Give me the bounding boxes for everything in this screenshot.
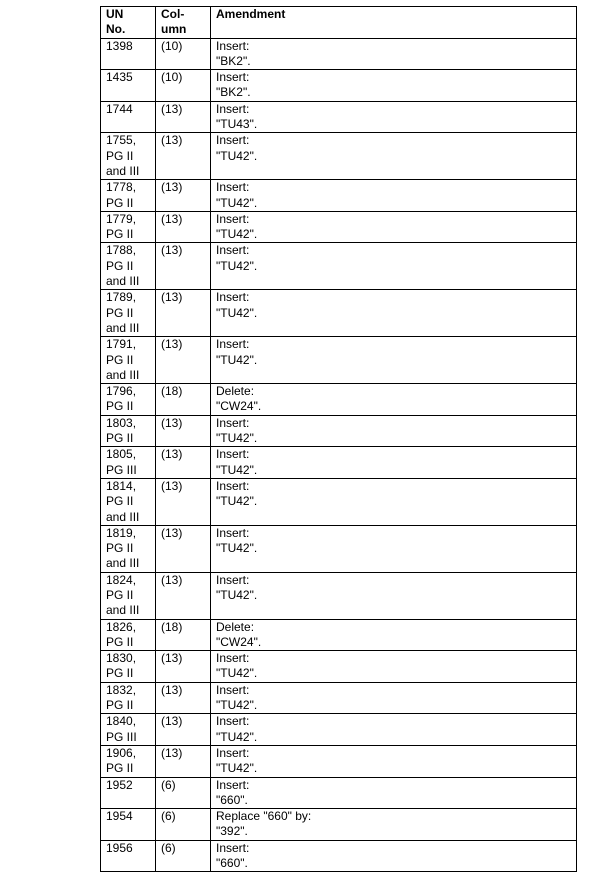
cell-un-no: 1952 [101, 777, 156, 809]
table-header-row [101, 7, 577, 39]
cell-un-no: 1830, PG II [101, 651, 156, 683]
cell-column: (6) [156, 809, 211, 841]
cell-column: (13) [156, 180, 211, 212]
table-row [101, 243, 577, 290]
cell-un-no: 1824, PG II and III [101, 572, 156, 619]
cell-un-no: 1840, PG III [101, 714, 156, 746]
cell-un-no: 1744 [101, 101, 156, 133]
cell-column: (10) [156, 70, 211, 102]
amendment-table [100, 6, 577, 872]
cell-amendment: Insert: "TU42". [211, 572, 577, 619]
cell-amendment: Insert: "TU42". [211, 478, 577, 525]
cell-column: (13) [156, 525, 211, 572]
cell-column: (13) [156, 682, 211, 714]
cell-un-no: 1398 [101, 38, 156, 70]
table-row [101, 415, 577, 447]
table-row [101, 290, 577, 337]
cell-column: (6) [156, 840, 211, 872]
table-body [101, 38, 577, 872]
table-row [101, 478, 577, 525]
cell-un-no: 1435 [101, 70, 156, 102]
cell-amendment: Replace "660" by: "392". [211, 809, 577, 841]
table-row [101, 211, 577, 243]
table-row [101, 101, 577, 133]
cell-amendment: Delete: "CW24". [211, 619, 577, 651]
cell-column: (13) [156, 415, 211, 447]
cell-column: (13) [156, 101, 211, 133]
cell-amendment: Insert: "TU43". [211, 101, 577, 133]
cell-column: (13) [156, 447, 211, 479]
cell-column: (13) [156, 290, 211, 337]
cell-un-no: 1819, PG II and III [101, 525, 156, 572]
table-row [101, 619, 577, 651]
cell-amendment: Insert: "TU42". [211, 682, 577, 714]
cell-column: (13) [156, 714, 211, 746]
cell-amendment: Insert: "TU42". [211, 651, 577, 683]
cell-amendment: Delete: "CW24". [211, 384, 577, 416]
table-row [101, 840, 577, 872]
header-un-no: UN No. [101, 7, 156, 39]
cell-column: (13) [156, 211, 211, 243]
cell-column: (13) [156, 745, 211, 777]
cell-column: (18) [156, 619, 211, 651]
table-row [101, 777, 577, 809]
cell-un-no: 1906, PG II [101, 745, 156, 777]
cell-amendment: Insert: "TU42". [211, 290, 577, 337]
table-row [101, 572, 577, 619]
cell-column: (13) [156, 337, 211, 384]
cell-amendment: Insert: "TU42". [211, 525, 577, 572]
table-row [101, 133, 577, 180]
cell-amendment: Insert: "TU42". [211, 714, 577, 746]
cell-amendment: Insert: "660". [211, 777, 577, 809]
table-row [101, 682, 577, 714]
cell-un-no: 1788, PG II and III [101, 243, 156, 290]
table-row [101, 809, 577, 841]
cell-column: (10) [156, 38, 211, 70]
cell-amendment: Insert: "TU42". [211, 211, 577, 243]
cell-amendment: Insert: "TU42". [211, 337, 577, 384]
cell-amendment: Insert: "TU42". [211, 133, 577, 180]
cell-un-no: 1796, PG II [101, 384, 156, 416]
table-row [101, 447, 577, 479]
header-amendment: Amendment [211, 7, 577, 39]
cell-amendment: Insert: "BK2". [211, 38, 577, 70]
cell-un-no: 1954 [101, 809, 156, 841]
cell-column: (13) [156, 572, 211, 619]
cell-column: (13) [156, 243, 211, 290]
cell-amendment: Insert: "TU42". [211, 415, 577, 447]
cell-amendment: Insert: "BK2". [211, 70, 577, 102]
cell-column: (13) [156, 133, 211, 180]
cell-amendment: Insert: "TU42". [211, 745, 577, 777]
cell-column: (13) [156, 651, 211, 683]
table-row [101, 651, 577, 683]
cell-un-no: 1789, PG II and III [101, 290, 156, 337]
cell-column: (13) [156, 478, 211, 525]
cell-un-no: 1826, PG II [101, 619, 156, 651]
table-row [101, 337, 577, 384]
cell-amendment: Insert: "TU42". [211, 180, 577, 212]
cell-un-no: 1956 [101, 840, 156, 872]
table-row [101, 714, 577, 746]
cell-un-no: 1832, PG II [101, 682, 156, 714]
table-row [101, 38, 577, 70]
cell-un-no: 1778, PG II [101, 180, 156, 212]
header-column: Col- umn [156, 7, 211, 39]
cell-column: (18) [156, 384, 211, 416]
table-row [101, 525, 577, 572]
table-row [101, 745, 577, 777]
cell-amendment: Insert: "TU42". [211, 243, 577, 290]
table-row [101, 70, 577, 102]
cell-un-no: 1803, PG II [101, 415, 156, 447]
cell-un-no: 1755, PG II and III [101, 133, 156, 180]
cell-un-no: 1814, PG II and III [101, 478, 156, 525]
cell-amendment: Insert: "660". [211, 840, 577, 872]
cell-un-no: 1779, PG II [101, 211, 156, 243]
cell-amendment: Insert: "TU42". [211, 447, 577, 479]
cell-column: (6) [156, 777, 211, 809]
table-row [101, 180, 577, 212]
table-row [101, 384, 577, 416]
cell-un-no: 1805, PG III [101, 447, 156, 479]
cell-un-no: 1791, PG II and III [101, 337, 156, 384]
